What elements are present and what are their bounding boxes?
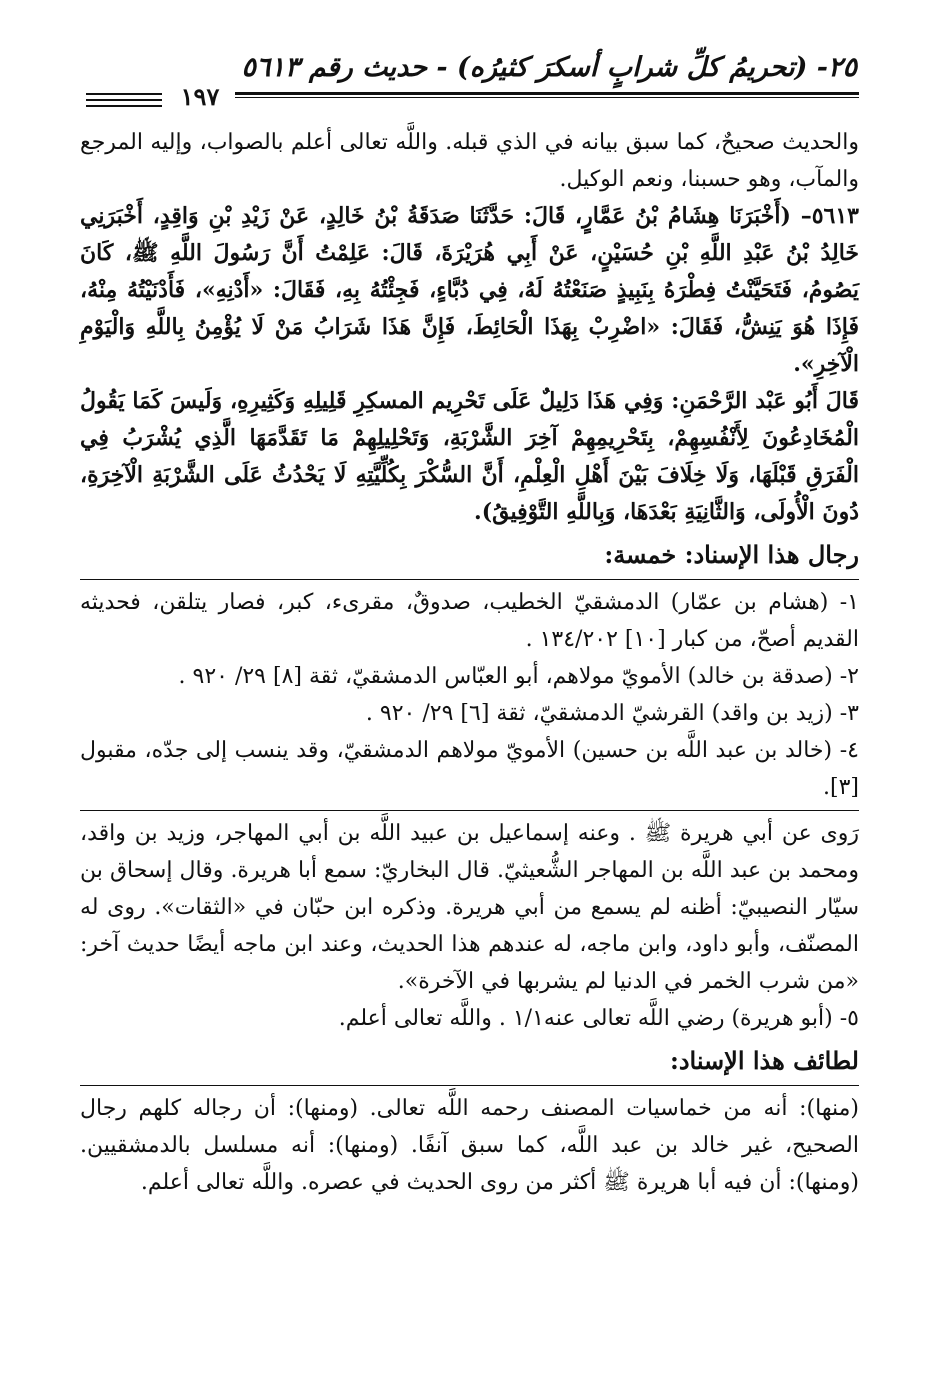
header-rule (235, 92, 859, 95)
section-rule (80, 579, 859, 580)
section-rule (80, 1085, 859, 1086)
narrator-item-4: ٤- (خالد بن عبد اللَّه بن حسين) الأمويّ مولاهم الدمشقيّ، وقد ينسب إلى جدّه، مقبول [٣]. (80, 738, 859, 800)
section-rule (80, 810, 859, 811)
narrator-item-3: ٣- (زيد بن واقد) القرشيّ الدمشقيّ، ثقة [٦] ٢٩/ ٩٢٠ . (365, 701, 859, 726)
narrator-item-5: ٥- (أبو هريرة) رضي اللَّه تعالى عنه١/١ . واللَّه تعالى أعلم. (338, 1006, 859, 1031)
hadith-text: ٥٦١٣– (أَخْبَرَنَا هِشَامُ بْنُ عَمَّارٍ، قَالَ: حَدَّثَنَا صَدَقَةُ بْنُ خَالِدٍ، عَنْ زَيْدِ بْنِ وَاقِدٍ، أَخْبَرَنِي خَالِدُ بْنُ عَبْدِ اللَّهِ بْنِ حُسَيْنٍ، عَنْ أَبِي هُرَيْرَةَ، قَالَ: عَلِمْتُ أَنَّ رَسُولَ اللَّهِ ﷺ، كَانَ يَصُومُ، فَتَحَيَّنْتُ فِطْرَهُ بِنَبِيذٍ صَنَعْتُهُ لَهُ، فِي دُبَّاءٍ، فَجِئْتُهُ بِهِ، فَقَالَ: «أَدْنِهِ»، فَأَدْنَيْتُهُ مِنْهُ، فَإِذَا هُوَ يَنِشُّ، فَقَالَ: «اضْرِبْ بِهَذَا الْحَائِطَ، فَإِنَّ هَذَا شَرَابُ مَنْ لَا يُؤْمِنُ بِاللَّهِ وَالْيَوْمِ الْآخِرِ». (80, 203, 859, 377)
page-number: ١٩٧ (180, 82, 220, 111)
narrator-item-1: ١- (هشام بن عمّار) الدمشقيّ الخطيب، صدوقٌ، مقرىء، كبر، فصار يتلقن، فحديثه القديم أصحّ، من كبار [١٠] ١٣٤/٢٠٢ . (80, 590, 859, 652)
header-rule-thin (235, 97, 859, 98)
author-comment: قَالَ أَبُو عَبْد الرَّحْمَنِ: وَفِي هَذَا دَلِيلٌ عَلَى تَحْرِيم المسكِرِ قَلِيلِهِ وَكَثِيرِهِ، وَلَيسَ كَمَا يَقُولُ الْمُخَادِعُونَ لِأَنْفُسِهِمْ، بِتَحْرِيمِهِمْ آخِرَ الشَّرْبَةِ، وَتَحْلِيلِهِمْ مَا تَقَدَّمَهَا الَّذِي يُشْرَبُ فِي الْفَرَقِ قَبْلَهَا، وَلَا خِلَافَ بَيْنَ أَهْلِ الْعِلْمِ، أَنَّ السُّكْرَ بِكُلِّيَّتِهِ لَا يَحْدُثُ عَلَى الشَّرْبَةِ الْآخِرَةِ، دُونَ الْأُولَى، وَالثَّانِيَةِ بَعْدَهَا، وَبِاللَّهِ التَّوْفِيقُ). (80, 388, 859, 525)
intro-paragraph: والحديث صحيحٌ، كما سبق بيانه في الذي قبله. واللَّه تعالى أعلم بالصواب، وإليه المرجع والمآب، وهو حسبنا، ونعم الوكيل. (80, 130, 859, 192)
page-number-rule-bottom (86, 105, 162, 107)
page-body (80, 124, 859, 1201)
section-heading-rijal: رجال هذا الإسناد: خمسة: (604, 540, 859, 569)
narrator-item-2: ٢- (صدقة بن خالد) الأمويّ مولاهم، أبو العبّاس الدمشقيّ، ثقة [٨] ٢٩/ ٩٢٠ . (178, 664, 859, 689)
page-number-rule-top (86, 93, 162, 95)
section-heading-lataif: لطائف هذا الإسناد: (669, 1046, 859, 1075)
running-header-title: ٢٥- (تحريمُ كلِّ شرابٍ أسكرَ كثيرُه) - حديث رقم ٥٦١٣ (241, 52, 857, 83)
lataif-paragraph: (منها): أنه من خماسيات المصنف رحمه اللَّه تعالى. (ومنها): أن رجاله كلهم رجال الصحيح، غير خالد بن عبد اللَّه، كما سبق آنفًا. (ومنها): أنه مسلسل بالدمشقيين. (ومنها): أن فيه أبا هريرة ﷺ أكثر من روى الحديث في عصره. واللَّه تعالى أعلم. (80, 1096, 859, 1195)
page-number-rule-middle (86, 99, 162, 101)
narrator-note: رَوى عن أبي هريرة ﷺ . وعنه إسماعيل بن عبيد اللَّه بن أبي المهاجر، وزيد بن واقد، ومحمد بن عبد اللَّه بن المهاجر الشُّعيثيّ. قال البخاريّ: سمع أبا هريرة. وقال إسحاق بن سيّار النصيبيّ: أظنه لم يسمع من أبي هريرة. وذكره ابن حبّان في «الثقات». روى له المصنّف، وأبو داود، وابن ماجه، له عندهم هذا الحديث، وعند ابن ماجه أيضًا حديث آخر: «من شرب الخمر في الدنيا لم يشربها في الآخرة». (80, 821, 859, 994)
